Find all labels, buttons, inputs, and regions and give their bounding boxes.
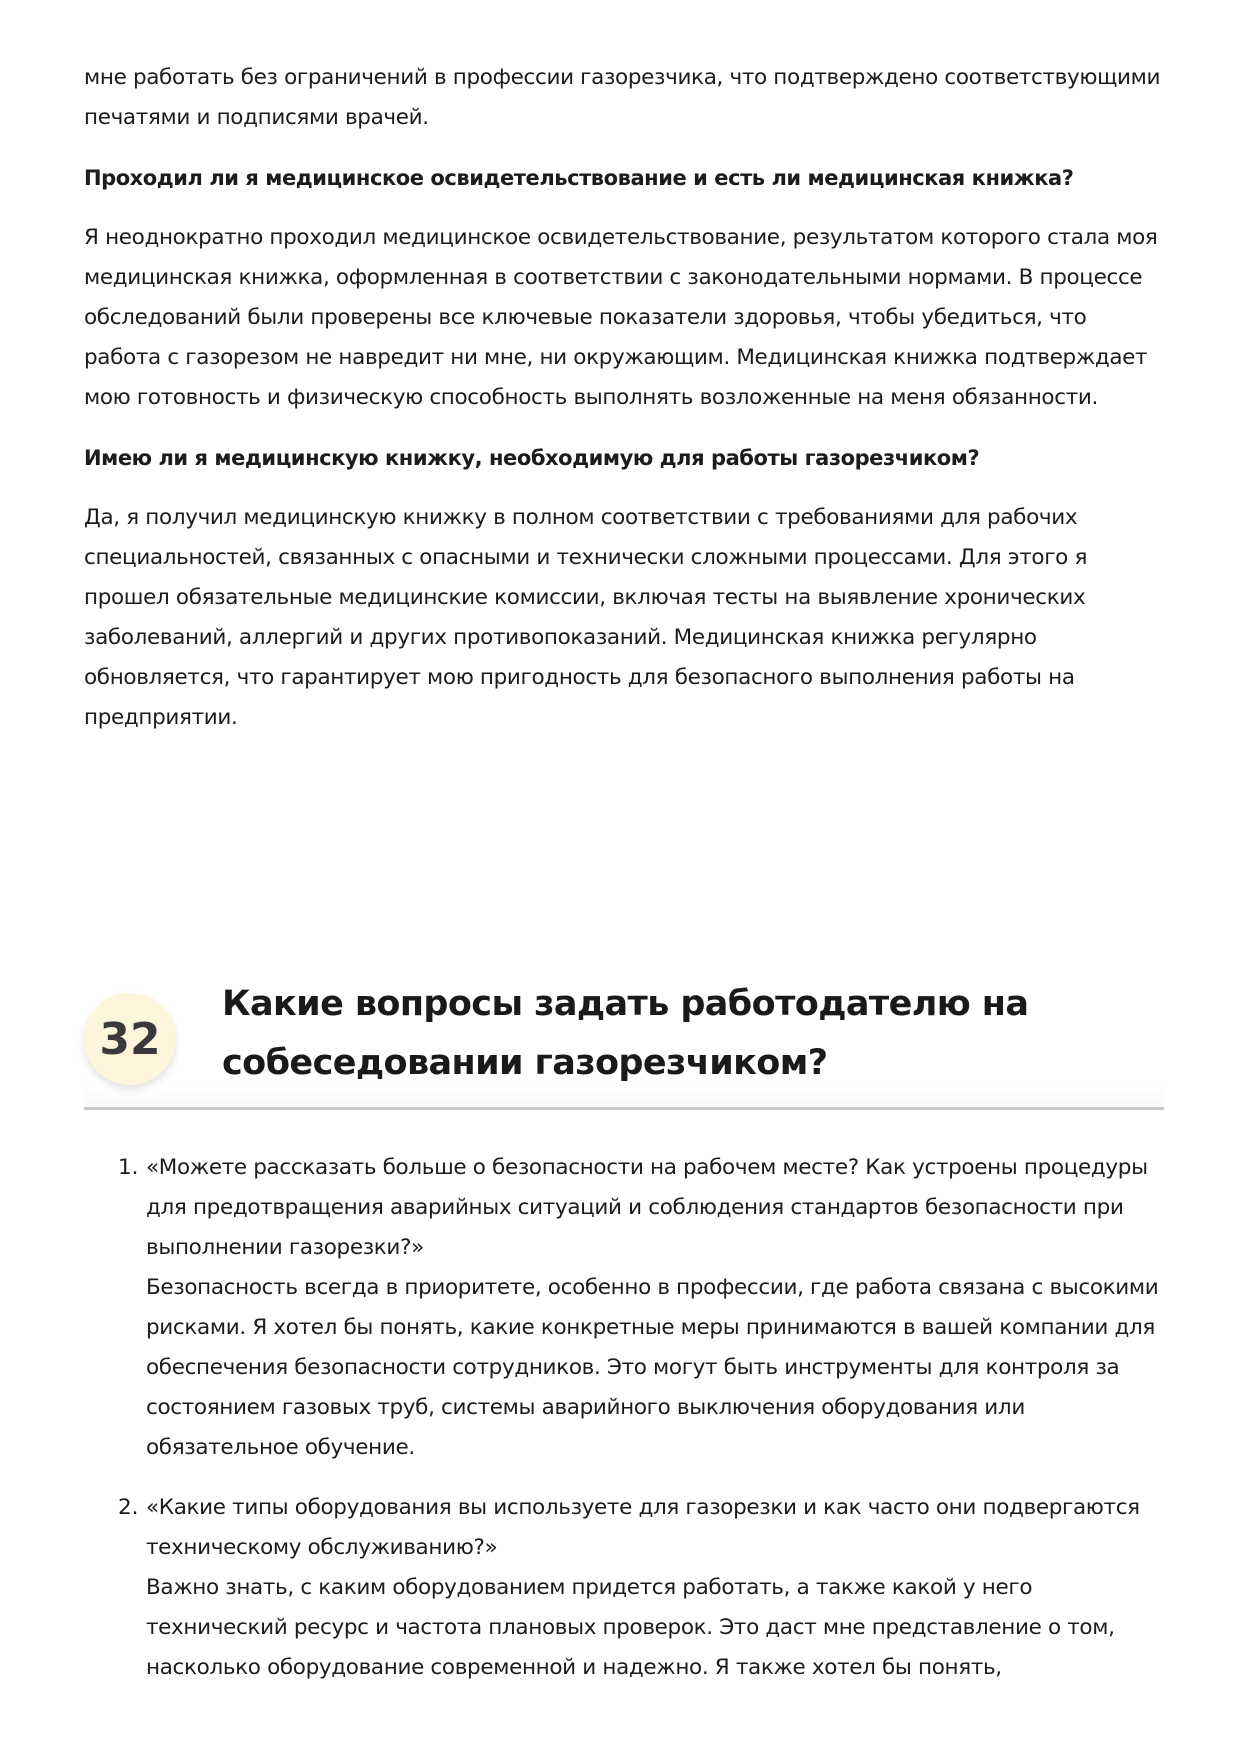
section-header xyxy=(84,973,1164,1110)
document-body xyxy=(84,58,1164,758)
question-explanation: Безопасность всегда в приоритете, особенно в профессии, где работа связана с высокими рисками. Я хотел бы понять, какие конкретные меры принимаются в вашей компании для обеспечения безопасности сотрудников. Это могут быть инструменты для контроля за состоянием газовых труб, системы аварийного выключения оборудования или обязательное обучение. xyxy=(146,1275,1159,1460)
list-item xyxy=(84,1488,1164,1688)
faq-question: Имею ли я медицинскую книжку, необходимую для работы газорезчиком? xyxy=(84,446,980,470)
question-quote: «Можете рассказать больше о безопасности на рабочем месте? Как устроены процедуры для предотвращения аварийных ситуаций и соблюдения стандартов безопасности при выполнении газорезки?» xyxy=(146,1155,1148,1260)
question-explanation: Важно знать, с каким оборудованием придется работать, а также какой у него технический ресурс и частота плановых проверок. Это даст мне представление о том, насколько оборудование современной и надежно. Я также хотел бы понять, xyxy=(146,1575,1115,1680)
section-title: Какие вопросы задать работодателю на собеседовании газорезчиком? xyxy=(222,984,1029,1083)
questions-list xyxy=(84,1148,1164,1708)
faq-answer: Да, я получил медицинскую книжку в полном соответствии с требованиями для рабочих специальностей, связанных с опасными и технически сложными процессами. Для этого я прошел обязательные медицинские комиссии, включая тесты на выявление хронических заболеваний, аллергий и других противопоказаний. Медицинская книжка регулярно обновляется, что гарантирует мою пригодность для безопасного выполнения работы на предприятии. xyxy=(84,505,1088,730)
faq-question: Проходил ли я медицинское освидетельствование и есть ли медицинская книжка? xyxy=(84,166,1074,190)
intro-paragraph: мне работать без ограничений в профессии газорезчика, что подтверждено соответствующими печатями и подписями врачей. xyxy=(84,65,1161,130)
list-item xyxy=(84,1148,1164,1468)
question-quote: «Какие типы оборудования вы используете для газорезки и как часто они подвергаются техническому обслуживанию?» xyxy=(146,1495,1140,1560)
list-item-number: 1. xyxy=(118,1155,139,1180)
list-item-number: 2. xyxy=(118,1495,139,1520)
faq-answer: Я неоднократно проходил медицинское освидетельствование, результатом которого стала моя медицинская книжка, оформленная в соответствии с законодательными нормами. В процессе обследований были проверены все ключевые показатели здоровья, чтобы убедиться, что работа с газорезом не навредит ни мне, ни окружающим. Медицинская книжка подтверждает мою готовность и физическую способность выполнять возложенные на меня обязанности. xyxy=(84,225,1158,410)
section-number-badge: 32 xyxy=(84,993,176,1085)
